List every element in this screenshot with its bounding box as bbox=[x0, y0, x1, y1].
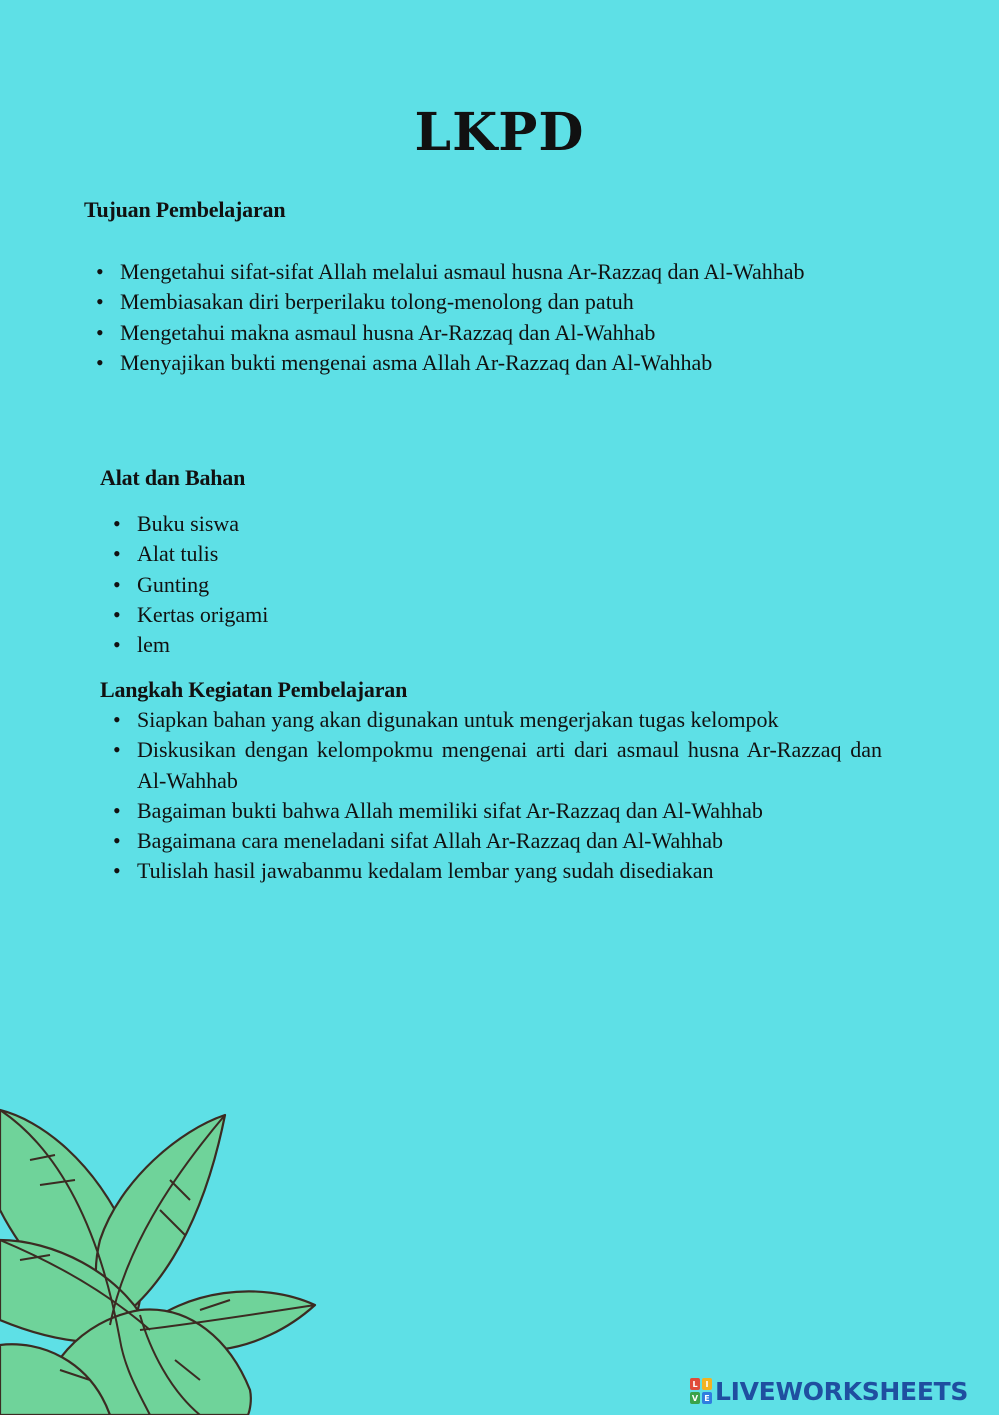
list-item: • Kertas origami bbox=[137, 600, 882, 630]
section-heading-langkah: Langkah Kegiatan Pembelajaran bbox=[100, 677, 408, 702]
list-item: • Tulislah hasil jawabanmu kedalam lembar yang sudah disediakan bbox=[137, 856, 882, 886]
liveworksheets-logo-icon bbox=[690, 1378, 712, 1404]
list-item: • Membiasakan diri berperilaku tolong-menolong dan patuh bbox=[120, 287, 882, 317]
list-item: • Siapkan bahan yang akan digunakan untuk mengerjakan tugas kelompok bbox=[137, 705, 882, 735]
bullet-icon: • bbox=[113, 571, 121, 597]
logo-letter: I bbox=[702, 1378, 712, 1390]
list-item: • Gunting bbox=[137, 570, 882, 600]
list-item: • Alat tulis bbox=[137, 539, 882, 569]
logo-letter: E bbox=[702, 1392, 712, 1404]
logo-letter: L bbox=[690, 1378, 700, 1390]
brand-name: LIVEWORKSHEETS bbox=[715, 1376, 969, 1406]
bullet-icon: • bbox=[113, 601, 121, 627]
bullet-icon: • bbox=[113, 797, 121, 823]
logo-letter: V bbox=[691, 1393, 699, 1403]
bullet-icon: • bbox=[113, 707, 121, 732]
bullet-icon: • bbox=[113, 858, 121, 884]
bullet-icon: • bbox=[96, 349, 104, 375]
list-item: • Mengetahui makna asmaul husna Ar-Razzaq dan Al-Wahhab bbox=[120, 318, 882, 348]
bullet-icon: • bbox=[113, 737, 121, 763]
bullet-icon: • bbox=[113, 511, 121, 536]
alat-list bbox=[113, 509, 882, 660]
page-title: LKPD bbox=[414, 102, 585, 163]
plant-leaves-icon bbox=[0, 1090, 330, 1415]
list-item: • Diskusikan dengan kelompokmu mengenai arti dari asmaul husna Ar-Razzaq dan Al-Wahhab bbox=[113, 737, 882, 793]
list-item: • Menyajikan bukti mengenai asma Allah Ar-Razzaq dan Al-Wahhab bbox=[120, 348, 882, 378]
section-heading-alat: Alat dan Bahan bbox=[100, 465, 246, 490]
bullet-icon: • bbox=[113, 632, 121, 658]
list-item: • Mengetahui sifat-sifat Allah melalui asmaul husna Ar-Razzaq dan Al-Wahhab bbox=[120, 257, 882, 287]
list-item: • Bagaiman bukti bahwa Allah memiliki sifat Ar-Razzaq dan Al-Wahhab bbox=[137, 796, 882, 826]
bullet-icon: • bbox=[113, 541, 121, 567]
list-item: • Bagaimana cara meneladani sifat Allah Ar-Razzaq dan Al-Wahhab bbox=[137, 826, 882, 856]
list-item: • Buku siswa bbox=[137, 509, 882, 539]
bullet-icon: • bbox=[96, 289, 104, 315]
bullet-icon: • bbox=[96, 259, 104, 284]
list-item: • lem bbox=[137, 630, 882, 660]
bullet-icon: • bbox=[113, 828, 121, 854]
tujuan-list bbox=[96, 257, 882, 378]
liveworksheets-logo bbox=[690, 1374, 968, 1408]
langkah-list bbox=[113, 705, 882, 887]
section-heading-tujuan: Tujuan Pembelajaran bbox=[84, 197, 286, 222]
bullet-icon: • bbox=[96, 319, 104, 345]
